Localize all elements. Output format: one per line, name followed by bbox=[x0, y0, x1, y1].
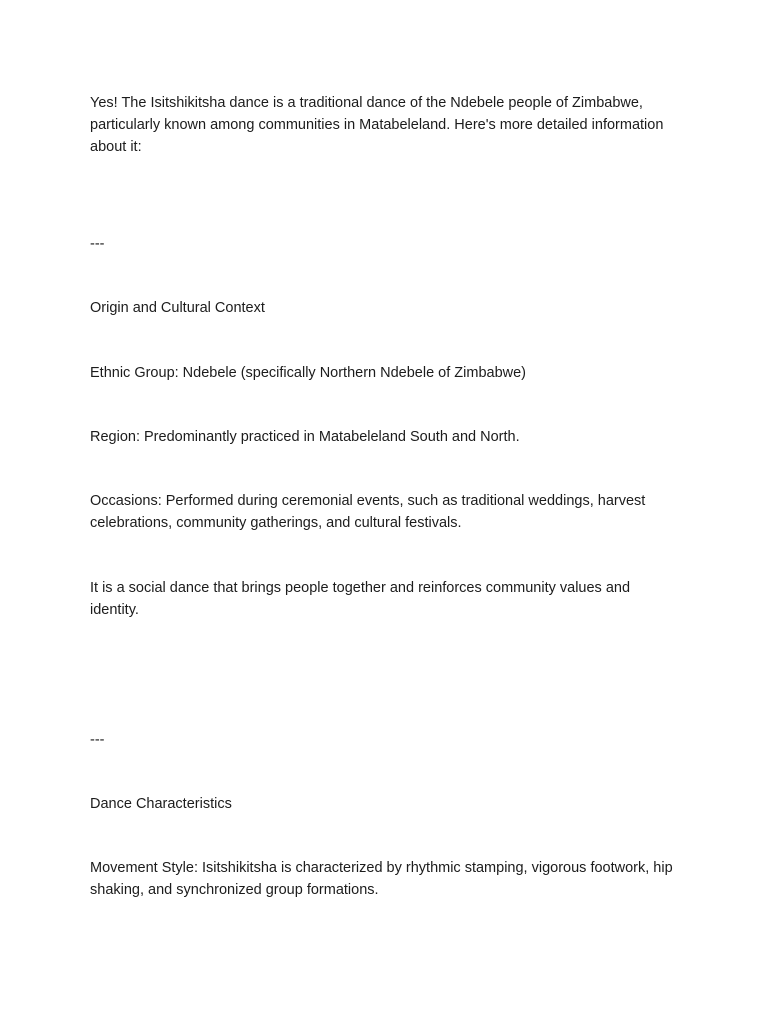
occasions-paragraph: Occasions: Performed during ceremonial events, such as traditional weddings, harvest celebrations, community gatherings, and cultural festivals. bbox=[90, 493, 646, 531]
intro-paragraph: Yes! The Isitshikitsha dance is a traditional dance of the Ndebele people of Zimbabwe, particularly known among communities in Matabeleland. Here's more detailed information about it: bbox=[90, 95, 664, 155]
region-paragraph: Region: Predominantly practiced in Matabeleland South and North. bbox=[90, 429, 520, 445]
divider: --- bbox=[90, 732, 105, 748]
section-heading-origin: Origin and Cultural Context bbox=[90, 300, 265, 316]
ethnic-group-paragraph: Ethnic Group: Ndebele (specifically Northern Ndebele of Zimbabwe) bbox=[90, 365, 527, 381]
movement-style-paragraph: Movement Style: Isitshikitsha is characterized by rhythmic stamping, vigorous footwork, hip shaking, and synchronized group formations. bbox=[90, 860, 673, 898]
social-dance-paragraph: It is a social dance that brings people together and reinforces community values and identity. bbox=[90, 580, 631, 618]
section-heading-characteristics: Dance Characteristics bbox=[90, 796, 232, 812]
divider: --- bbox=[90, 236, 105, 252]
